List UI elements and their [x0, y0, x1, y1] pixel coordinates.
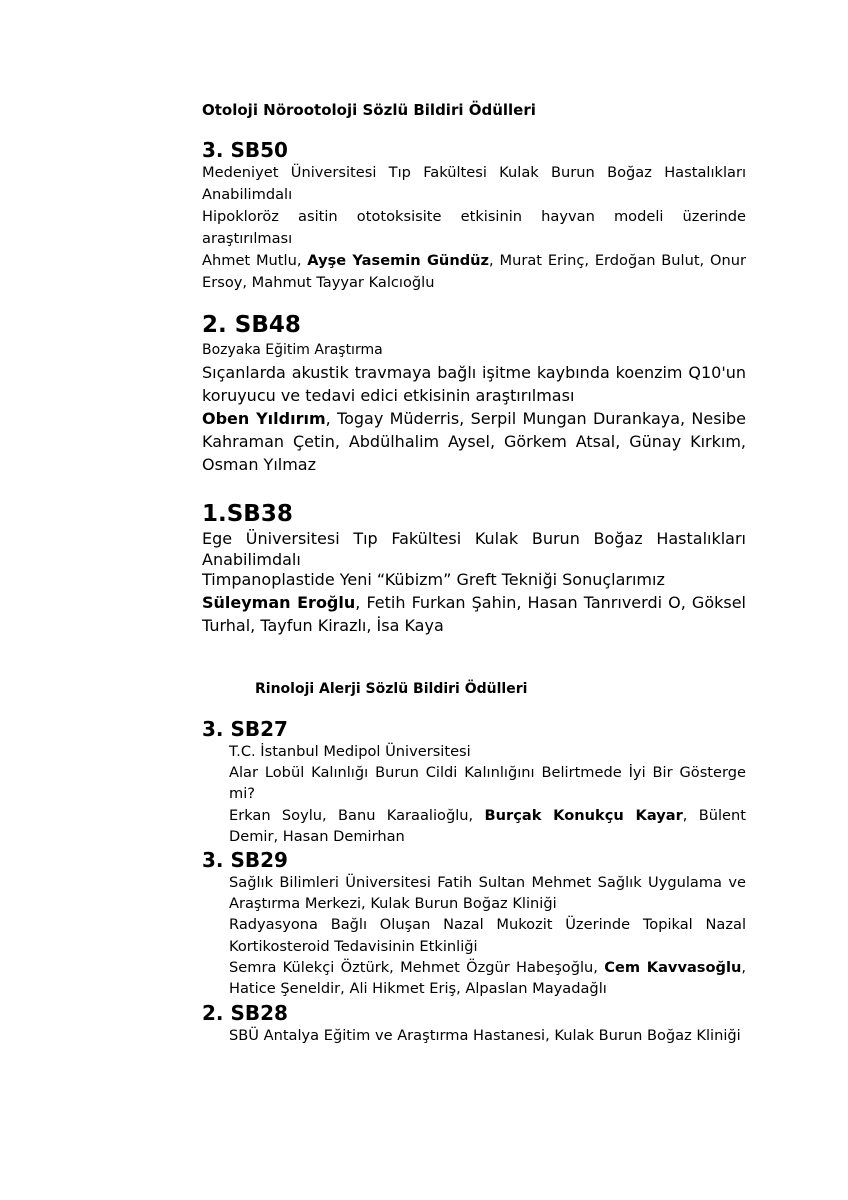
- paper-title: Sıçanlarda akustik travmaya bağlı işitme kaybında koenzim Q10'un koruyucu ve tedavi edici etkisinin araştırılması: [202, 363, 746, 405]
- award-rank: 3. SB29: [202, 848, 288, 872]
- author: , Fetih Furkan Şahin, Hasan Tanrıverdi O, Göksel Turhal, Tayfun Kirazlı, İsa Kaya: [202, 592, 746, 635]
- author: , Bülent Demir, Hasan Demirhan: [229, 806, 746, 845]
- presenting-author: Oben Yıldırım: [202, 409, 326, 428]
- author: , Murat Erinç, Erdoğan Bulut, Onur Ersoy, Mahmut Tayyar Kalcıoğlu: [202, 252, 746, 291]
- paper-title: Radyasyona Bağlı Oluşan Nazal Mukozit Üzerinde Topikal Nazal Kortikosteroid Tedavisinin Etkinliği: [229, 916, 746, 955]
- author: Erkan Soylu, Banu Karaalioğlu,: [229, 806, 485, 824]
- author: , Hatice Şeneldir, Ali Hikmet Eriş, Alpaslan Mayadağlı: [229, 958, 746, 998]
- authors: [202, 250, 746, 294]
- award-rank: 2. SB28: [202, 1001, 288, 1025]
- institution: SBÜ Antalya Eğitim ve Araştırma Hastanesi, Kulak Burun Boğaz Kliniği: [229, 1027, 741, 1044]
- paper-title: Hipokloröz asitin ototoksisite etkisinin hayvan modeli üzerinde araştırılması: [202, 208, 746, 247]
- award-entry-sb29: [202, 848, 746, 999]
- institution: T.C. İstanbul Medipol Üniversitesi: [229, 743, 471, 760]
- author: , Togay Müderris, Serpil Mungan Durankaya, Nesibe Kahraman Çetin, Abdülhalim Aysel, Görkem Atsal, Günay Kırkım, Osman Yılmaz: [202, 409, 746, 474]
- authors: [202, 407, 746, 476]
- award-entry-sb48: [202, 310, 746, 476]
- award-entry-sb28: [202, 1001, 746, 1046]
- presenting-author: Ayşe Yasemin Gündüz: [307, 252, 490, 269]
- paper-title: Timpanoplastide Yeni “Kübizm” Greft Tekniği Sonuçlarımız: [202, 570, 665, 589]
- institution: Medeniyet Üniversitesi Tıp Fakültesi Kulak Burun Boğaz Hastalıkları Anabilimdalı: [202, 164, 746, 203]
- author: Ahmet Mutlu,: [202, 252, 308, 269]
- authors: [229, 957, 746, 999]
- section-title-otology: Otoloji Nörootoloji Sözlü Bildiri Ödülleri: [202, 101, 536, 119]
- presenting-author: Süleyman Eroğlu: [202, 592, 356, 612]
- institution: Ege Üniversitesi Tıp Fakültesi Kulak Burun Boğaz Hastalıkları Anabilimdalı: [202, 529, 746, 569]
- presenting-author: Cem Kavvasoğlu: [604, 958, 742, 976]
- section-title-rhinology: Rinoloji Alerji Sözlü Bildiri Ödülleri: [255, 681, 528, 697]
- award-rank: 3. SB27: [202, 717, 288, 741]
- award-entry-sb27: [202, 717, 746, 847]
- award-rank: 3. SB50: [202, 138, 288, 162]
- presenting-author: Burçak Konukçu Kayar: [484, 806, 683, 824]
- paper-title: Alar Lobül Kalınlığı Burun Cildi Kalınlığını Belirtmede İyi Bir Gösterge mi?: [229, 764, 746, 803]
- authors: [229, 805, 746, 847]
- award-rank: 1.SB38: [202, 501, 293, 527]
- authors: [202, 591, 746, 637]
- institution: Sağlık Bilimleri Üniversitesi Fatih Sultan Mehmet Sağlık Uygulama ve Araştırma Merkezi, Kulak Burun Boğaz Kliniği: [229, 874, 746, 913]
- award-rank: 2. SB48: [202, 312, 301, 338]
- institution: Bozyaka Eğitim Araştırma: [202, 342, 383, 358]
- award-entry-sb50: [202, 138, 746, 294]
- author: Semra Külekçi Öztürk, Mehmet Özgür Habeşoğlu,: [229, 958, 605, 976]
- award-entry-sb38: [202, 499, 746, 637]
